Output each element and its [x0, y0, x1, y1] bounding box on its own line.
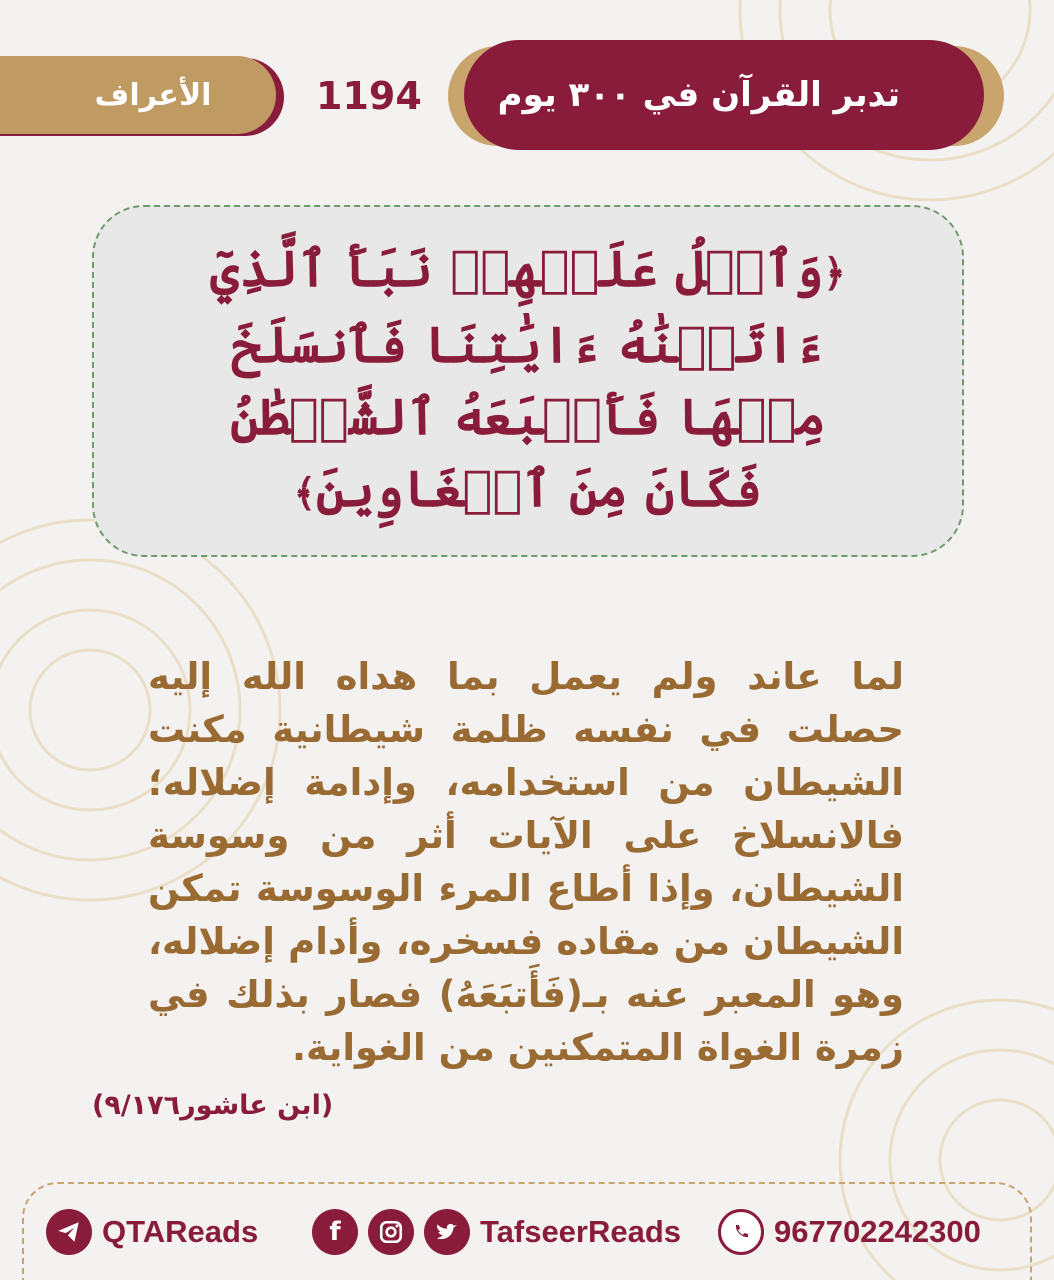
surah-name: الأعراف: [94, 77, 212, 113]
verse-text: وَٱتۡلُ عَلَيۡهِمۡ نَبَأَ ٱلَّذِيٓ ءَاتَيۡنَٰهُ ءَايَٰتِنَا فَٱنسَلَخَ مِنۡهَا فَأَتۡبَعَهُ ٱلشَّيۡطَٰنُ فَكَانَ مِنَ ٱلۡغَاوِينَ: [210, 239, 826, 518]
telegram-link[interactable]: [46, 1206, 258, 1258]
facebook-icon: f: [312, 1209, 358, 1255]
page-title: تدبر القرآن في ٣٠٠ يوم: [497, 75, 900, 115]
telegram-handle: QTAReads: [102, 1214, 259, 1249]
page-number: 1194: [316, 74, 422, 118]
social-handle: TafseerReads: [480, 1214, 682, 1249]
verse-box: [92, 205, 964, 557]
verse: [204, 233, 852, 529]
surah-pill: [0, 56, 276, 134]
verse-close-ornament: ﴾: [293, 470, 316, 515]
whatsapp-link[interactable]: [718, 1206, 981, 1258]
telegram-icon: [46, 1209, 92, 1255]
verse-open-ornament: ﴿: [823, 250, 846, 295]
social-handle-link[interactable]: [312, 1206, 681, 1258]
tafseer-paragraph: لما عاند ولم يعمل بما هداه الله إليه حصلت في نفسه ظلمة شيطانية مكنت الشيطان من استخدامه، وإدامة إضلاله؛ فالانسلاخ على الآيات أثر من وسوسة الشيطان، وإذا أطاع المرء الوسوسة تمكن الشيطان من مقاده فسخره، وأدام إضلاله، وهو المعبر عنه بـ(فَأَتبَعَهُ) فصار بذلك في زمرة الغواة المتمكنين من الغواية.: [148, 655, 904, 1069]
title-pill: [464, 40, 984, 150]
instagram-icon: [368, 1209, 414, 1255]
twitter-icon: [424, 1209, 470, 1255]
whatsapp-number: 967702242300: [774, 1214, 981, 1249]
source-citation: (ابن عاشور٩/١٧٦): [92, 1090, 334, 1121]
whatsapp-icon: [718, 1209, 764, 1255]
